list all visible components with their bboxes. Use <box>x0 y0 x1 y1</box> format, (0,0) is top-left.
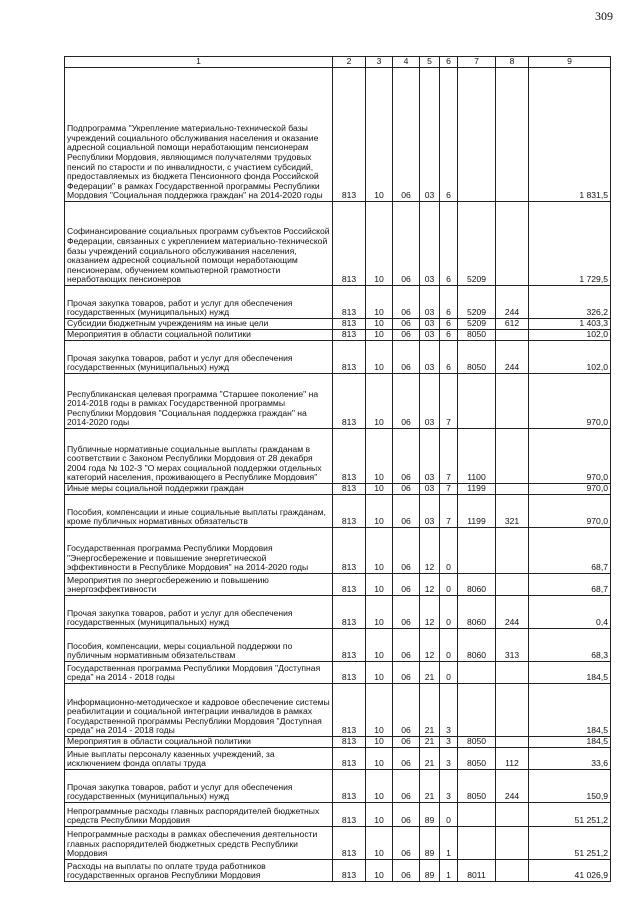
row-code: 8050 <box>458 770 496 803</box>
table-row <box>65 737 611 748</box>
table-row <box>65 286 611 319</box>
table-row <box>65 574 611 596</box>
table-row <box>65 860 611 882</box>
row-code: 6 <box>440 319 458 330</box>
row-code: 06 <box>393 860 420 882</box>
row-amount: 1 831,5 <box>529 68 611 202</box>
row-code: 06 <box>393 827 420 860</box>
row-code: 89 <box>420 860 440 882</box>
row-code: 813 <box>333 574 366 596</box>
row-amount: 102,0 <box>529 330 611 341</box>
row-code: 10 <box>366 860 393 882</box>
row-amount: 33,6 <box>529 748 611 770</box>
row-code <box>496 68 529 202</box>
row-code: 244 <box>496 770 529 803</box>
row-code: 244 <box>496 596 529 629</box>
row-code: 12 <box>420 629 440 662</box>
row-code: 7 <box>440 429 458 484</box>
row-code: 06 <box>393 495 420 528</box>
row-code: 03 <box>420 68 440 202</box>
table-row <box>65 748 611 770</box>
row-code: 813 <box>333 629 366 662</box>
row-code: 10 <box>366 68 393 202</box>
table-row <box>65 629 611 662</box>
row-code: 10 <box>366 286 393 319</box>
row-code: 10 <box>366 330 393 341</box>
row-code: 06 <box>393 429 420 484</box>
row-code: 21 <box>420 684 440 737</box>
row-amount: 184,5 <box>529 737 611 748</box>
row-code: 813 <box>333 374 366 429</box>
row-code: 89 <box>420 827 440 860</box>
row-code: 112 <box>496 748 529 770</box>
row-code: 10 <box>366 341 393 374</box>
row-code: 8050 <box>458 330 496 341</box>
row-code <box>496 803 529 827</box>
row-code: 10 <box>366 827 393 860</box>
row-code: 813 <box>333 484 366 495</box>
row-code: 06 <box>393 629 420 662</box>
row-code: 813 <box>333 319 366 330</box>
column-header: 2 <box>333 57 366 68</box>
row-code: 313 <box>496 629 529 662</box>
row-code: 06 <box>393 574 420 596</box>
row-description: Прочая закупка товаров, работ и услуг для обеспечения государственных (муниципальных) нужд <box>65 341 333 374</box>
row-description: Иные меры социальной поддержки граждан <box>65 484 333 495</box>
row-code: 7 <box>440 374 458 429</box>
row-code: 10 <box>366 495 393 528</box>
row-description: Прочая закупка товаров, работ и услуг для обеспечения государственных (муниципальных) нужд <box>65 596 333 629</box>
row-code: 03 <box>420 374 440 429</box>
row-code: 03 <box>420 330 440 341</box>
row-code: 0 <box>440 803 458 827</box>
row-code <box>496 737 529 748</box>
row-code: 1199 <box>458 495 496 528</box>
row-code: 6 <box>440 341 458 374</box>
row-code: 3 <box>440 737 458 748</box>
table-row <box>65 827 611 860</box>
row-amount: 68,7 <box>529 574 611 596</box>
row-code: 06 <box>393 684 420 737</box>
table-row <box>65 495 611 528</box>
row-code: 5209 <box>458 202 496 286</box>
row-code: 813 <box>333 860 366 882</box>
row-code: 06 <box>393 68 420 202</box>
row-code: 813 <box>333 202 366 286</box>
row-code: 813 <box>333 528 366 574</box>
row-code: 10 <box>366 737 393 748</box>
row-code <box>496 860 529 882</box>
row-code: 8050 <box>458 748 496 770</box>
row-code: 813 <box>333 596 366 629</box>
row-amount: 326,2 <box>529 286 611 319</box>
row-code: 10 <box>366 596 393 629</box>
row-code: 10 <box>366 803 393 827</box>
row-description: Расходы на выплаты по оплате труда работников государственных органов Республики Мордовия <box>65 860 333 882</box>
row-code: 244 <box>496 341 529 374</box>
row-code: 10 <box>366 770 393 803</box>
row-amount: 970,0 <box>529 429 611 484</box>
row-code: 813 <box>333 684 366 737</box>
row-code: 06 <box>393 748 420 770</box>
row-code: 03 <box>420 286 440 319</box>
row-description: Софинансирование социальных программ субъектов Российской Федерации, связанных с укреплением материально-технической базы учреждений социального обслуживания населения, оказанием адресной социальной помощи неработающим пенсионерам, обучением компьютерной грамотности неработающих пенсионеров <box>65 202 333 286</box>
table-row <box>65 330 611 341</box>
row-code: 0 <box>440 662 458 684</box>
row-code: 89 <box>420 803 440 827</box>
row-code: 10 <box>366 374 393 429</box>
row-code: 03 <box>420 319 440 330</box>
row-code: 06 <box>393 319 420 330</box>
row-code: 06 <box>393 528 420 574</box>
row-code: 813 <box>333 748 366 770</box>
row-description: Непрограммные расходы в рамках обеспечения деятельности главных распорядителей бюджетных средств Республики Мордовия <box>65 827 333 860</box>
row-description: Государственная программа Республики Мордовия "Доступная среда" на 2014 - 2018 годы <box>65 662 333 684</box>
row-code: 3 <box>440 748 458 770</box>
row-code: 21 <box>420 748 440 770</box>
row-code: 8050 <box>458 341 496 374</box>
row-code: 12 <box>420 596 440 629</box>
row-description: Пособия, компенсации и иные социальные выплаты гражданам, кроме публичных нормативных обязательств <box>65 495 333 528</box>
row-amount: 68,3 <box>529 629 611 662</box>
row-amount: 184,5 <box>529 684 611 737</box>
row-code: 10 <box>366 202 393 286</box>
row-code: 813 <box>333 803 366 827</box>
row-code: 06 <box>393 374 420 429</box>
row-code: 21 <box>420 662 440 684</box>
row-code: 5209 <box>458 286 496 319</box>
row-code <box>496 827 529 860</box>
row-code: 0 <box>440 574 458 596</box>
table-body <box>65 68 611 882</box>
row-amount: 1 729,5 <box>529 202 611 286</box>
row-code: 321 <box>496 495 529 528</box>
row-description: Мероприятия в области социальной политики <box>65 737 333 748</box>
row-code: 813 <box>333 68 366 202</box>
row-description: Субсидии бюджетным учреждениям на иные цели <box>65 319 333 330</box>
row-amount: 184,5 <box>529 662 611 684</box>
row-code: 813 <box>333 770 366 803</box>
row-code: 7 <box>440 484 458 495</box>
row-description: Мероприятия в области социальной политики <box>65 330 333 341</box>
row-code: 10 <box>366 574 393 596</box>
row-amount: 51 251,2 <box>529 827 611 860</box>
row-code: 244 <box>496 286 529 319</box>
row-description: Прочая закупка товаров, работ и услуг для обеспечения государственных (муниципальных) нужд <box>65 286 333 319</box>
row-code: 06 <box>393 330 420 341</box>
row-code: 813 <box>333 737 366 748</box>
row-code <box>458 827 496 860</box>
table-row <box>65 770 611 803</box>
column-header: 4 <box>393 57 420 68</box>
row-code <box>496 202 529 286</box>
row-code: 0 <box>440 528 458 574</box>
row-code: 1 <box>440 860 458 882</box>
row-code: 813 <box>333 341 366 374</box>
row-code: 10 <box>366 748 393 770</box>
row-code: 6 <box>440 202 458 286</box>
row-code: 0 <box>440 596 458 629</box>
row-code: 1100 <box>458 429 496 484</box>
table-row <box>65 319 611 330</box>
row-code <box>458 374 496 429</box>
row-amount: 970,0 <box>529 484 611 495</box>
row-code: 06 <box>393 286 420 319</box>
column-header: 7 <box>458 57 496 68</box>
table-row <box>65 68 611 202</box>
row-code: 612 <box>496 319 529 330</box>
row-amount: 68,7 <box>529 528 611 574</box>
row-code: 813 <box>333 827 366 860</box>
column-header: 5 <box>420 57 440 68</box>
row-code: 6 <box>440 68 458 202</box>
row-code <box>458 662 496 684</box>
row-amount: 150,9 <box>529 770 611 803</box>
row-description: Республиканская целевая программа "Старшее поколение" на 2014-2018 годы в рамках Государственной программы Республики Мордовия "Социальная поддержка граждан" на 2014-2020 годы <box>65 374 333 429</box>
row-amount: 970,0 <box>529 374 611 429</box>
row-code: 8060 <box>458 629 496 662</box>
row-code: 06 <box>393 662 420 684</box>
row-code: 813 <box>333 286 366 319</box>
row-description: Мероприятия по энергосбережению и повышению энергоэффективности <box>65 574 333 596</box>
row-code: 03 <box>420 429 440 484</box>
row-amount: 41 026,9 <box>529 860 611 882</box>
row-amount: 51 251,2 <box>529 803 611 827</box>
row-code: 06 <box>393 737 420 748</box>
row-description: Публичные нормативные социальные выплаты гражданам в соответствии с Законом Республики Мордовия от 28 декабря 2004 года № 102-З "О мерах социальной поддержки отдельных категорий населения, проживающего в Республике Мордовия" <box>65 429 333 484</box>
row-code: 813 <box>333 662 366 684</box>
row-code: 12 <box>420 528 440 574</box>
row-code: 06 <box>393 803 420 827</box>
row-code: 1199 <box>458 484 496 495</box>
column-header: 6 <box>440 57 458 68</box>
column-header: 1 <box>65 57 333 68</box>
row-code: 8060 <box>458 574 496 596</box>
row-code: 12 <box>420 574 440 596</box>
row-code: 10 <box>366 662 393 684</box>
row-code <box>496 484 529 495</box>
column-header: 9 <box>529 57 611 68</box>
row-code: 3 <box>440 770 458 803</box>
row-code: 10 <box>366 684 393 737</box>
row-code: 7 <box>440 495 458 528</box>
row-description: Подпрограмма "Укрепление материально-технической базы учреждений социального обслуживания населения и оказание адресной социальной помощи неработающим пенсионерам Республики Мордовия, являющимся получателями трудовых пенсий по старости и по инвалидности, с участием субсидий, предоставляемых из бюджета Пенсионного фонда Российской Федерации" в рамках Государственной программы Республики Мордовия "Социальная поддержка граждан" на 2014-2020 годы <box>65 68 333 202</box>
row-code: 10 <box>366 629 393 662</box>
row-code: 03 <box>420 202 440 286</box>
row-code: 8060 <box>458 596 496 629</box>
row-description: Пособия, компенсации, меры социальной поддержки по публичным нормативным обязательствам <box>65 629 333 662</box>
row-code: 6 <box>440 330 458 341</box>
table-row <box>65 374 611 429</box>
row-code: 10 <box>366 528 393 574</box>
row-amount: 1 403,3 <box>529 319 611 330</box>
row-amount: 0,4 <box>529 596 611 629</box>
row-code: 03 <box>420 341 440 374</box>
row-code: 06 <box>393 770 420 803</box>
column-header: 3 <box>366 57 393 68</box>
row-code: 10 <box>366 319 393 330</box>
budget-table <box>64 56 611 882</box>
row-code: 10 <box>366 429 393 484</box>
row-code <box>496 374 529 429</box>
table-row <box>65 662 611 684</box>
row-code: 813 <box>333 495 366 528</box>
table-header-row <box>65 57 611 68</box>
row-code: 03 <box>420 495 440 528</box>
row-code: 06 <box>393 484 420 495</box>
row-code: 813 <box>333 429 366 484</box>
row-code: 10 <box>366 484 393 495</box>
row-code: 06 <box>393 202 420 286</box>
row-code: 813 <box>333 330 366 341</box>
row-code <box>496 574 529 596</box>
row-code: 6 <box>440 286 458 319</box>
table-row <box>65 596 611 629</box>
row-code: 1 <box>440 827 458 860</box>
table-row <box>65 684 611 737</box>
row-code <box>496 429 529 484</box>
row-code: 21 <box>420 737 440 748</box>
row-code <box>496 528 529 574</box>
row-code: 21 <box>420 770 440 803</box>
row-code <box>496 684 529 737</box>
row-code: 8011 <box>458 860 496 882</box>
table-row <box>65 429 611 484</box>
page-number: 309 <box>595 9 613 23</box>
row-code <box>458 684 496 737</box>
row-description: Государственная программа Республики Мордовия "Энергосбережение и повышение энергетической эффективности в Республике Мордовия" на 2014-2020 годы <box>65 528 333 574</box>
row-code <box>496 662 529 684</box>
row-amount: 102,0 <box>529 341 611 374</box>
column-header: 8 <box>496 57 529 68</box>
row-code: 03 <box>420 484 440 495</box>
row-code <box>458 803 496 827</box>
row-code: 06 <box>393 341 420 374</box>
row-code <box>458 68 496 202</box>
table-row <box>65 803 611 827</box>
row-code: 8050 <box>458 737 496 748</box>
row-code <box>458 528 496 574</box>
row-code: 3 <box>440 684 458 737</box>
row-code <box>496 330 529 341</box>
row-code: 0 <box>440 629 458 662</box>
table-row <box>65 484 611 495</box>
table-row <box>65 341 611 374</box>
row-description: Информационно-методическое и кадровое обеспечение системы реабилитации и социальной интеграции инвалидов в рамках Государственной программы Республики Мордовия "Доступная среда" на 2014 - 2018 годы <box>65 684 333 737</box>
row-description: Непрограммные расходы главных распорядителей бюджетных средств Республики Мордовия <box>65 803 333 827</box>
row-description: Иные выплаты персоналу казенных учреждений, за исключением фонда оплаты труда <box>65 748 333 770</box>
row-amount: 970,0 <box>529 495 611 528</box>
table-row <box>65 528 611 574</box>
row-code: 5209 <box>458 319 496 330</box>
row-description: Прочая закупка товаров, работ и услуг для обеспечения государственных (муниципальных) нужд <box>65 770 333 803</box>
row-code: 06 <box>393 596 420 629</box>
table-row <box>65 202 611 286</box>
